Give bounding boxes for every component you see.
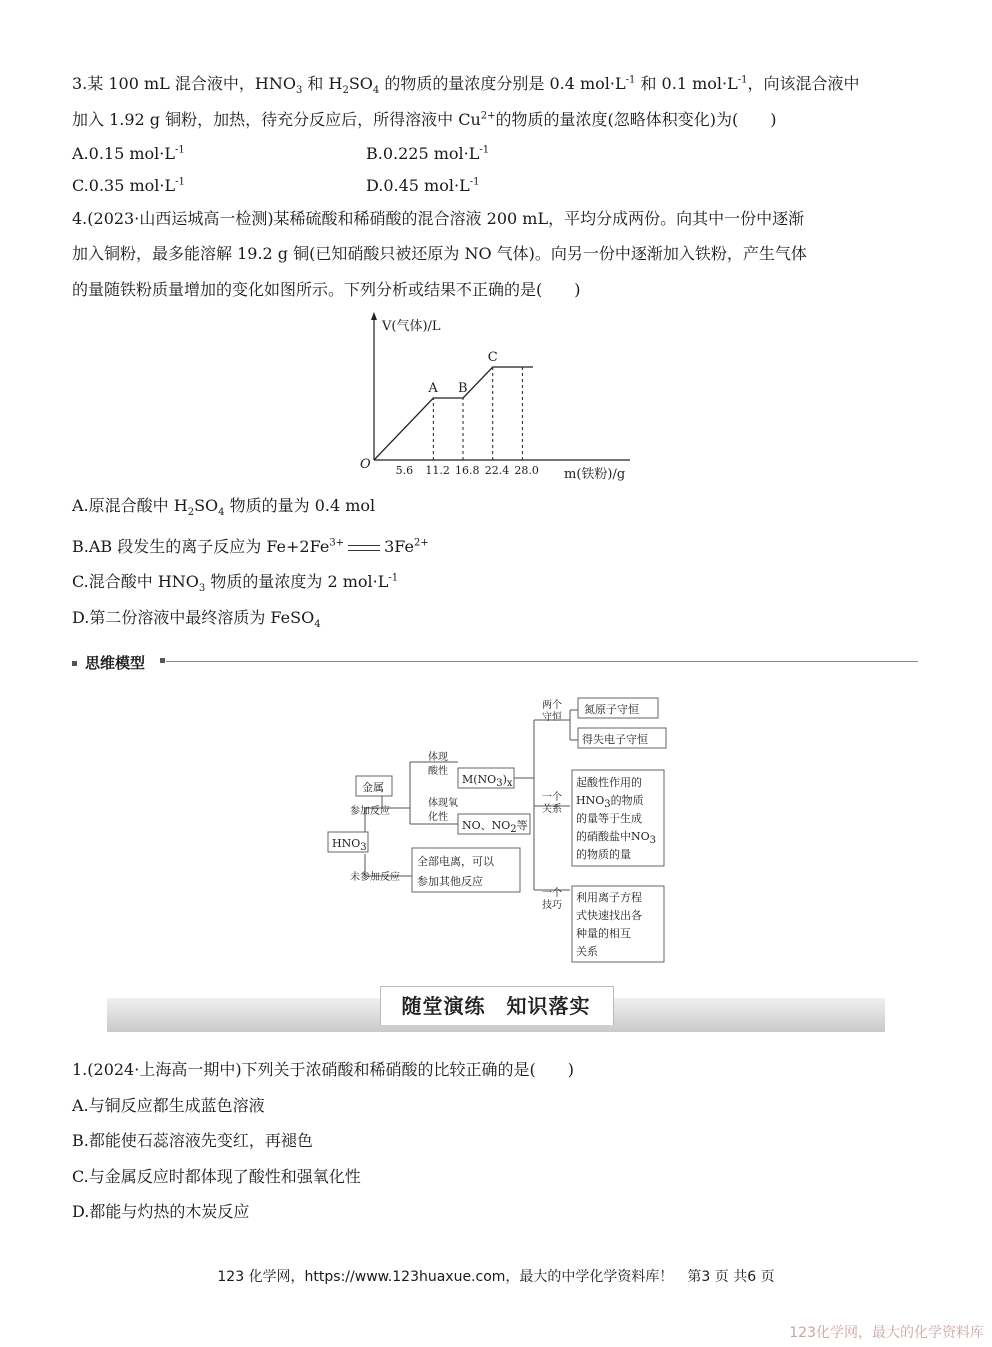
q4-stem-line2: 加入铜粉，最多能溶解 19.2 g 铜(已知硝酸只被还原为 NO 气体)。向另一份中逐渐加入铁粉，产生气体 — [72, 244, 807, 263]
mm-skill-1: 利用离子方程 — [576, 891, 642, 904]
mm-one-skill-1: 一个 — [542, 888, 562, 899]
mm-skill-2: 式快速找出各 — [576, 909, 642, 922]
q3-option-b: B.0.225 $mol\cdot L^{-1}$ — [366, 144, 490, 163]
point-label: C — [487, 350, 498, 365]
mm-one-skill-2: 技巧 — [542, 900, 562, 911]
mm-rel-4: 的硝酸盐中NO3 — [576, 830, 657, 846]
mm-not-participate: 未参加反应 — [350, 872, 400, 883]
mm-e-cons: 得失电子守恒 — [582, 733, 648, 746]
mm-two-cons-2: 守恒 — [542, 712, 562, 723]
reaction-equals — [348, 545, 380, 551]
x-tick-label: 16.8 — [455, 464, 480, 477]
q3-option-a: A.0.15 $mol\cdot L^{-1}$ — [72, 144, 185, 163]
y-axis-arrow — [371, 312, 377, 320]
point-label: B — [458, 381, 468, 396]
mm-reflect-acid-1: 体现 — [428, 752, 448, 763]
mm-rel-1: 起酸性作用的 — [576, 776, 642, 789]
q4-option-a: A.原混合酸中 $H_2SO_4$ 物质的量为 0.4 mol — [72, 496, 376, 519]
mm-mno3: M(NO3)x — [462, 773, 513, 789]
x-axis-label: m(铁粉)/g — [564, 467, 626, 482]
x-tick-label: 22.4 — [484, 464, 510, 477]
mm-rel-5: 的物质的量 — [576, 848, 631, 861]
p1-stem: 1.(2024·上海高一期中)下列关于浓硝酸和稀硝酸的比较正确的是( ) — [72, 1060, 575, 1079]
section-bullet-icon-2 — [160, 658, 165, 663]
mm-one-rel-1: 一个 — [542, 792, 562, 803]
fe-gas-chart — [350, 308, 650, 488]
mm-full-ion-2: 参加其他反应 — [417, 875, 483, 888]
q3-stem-line1: 3.某 100 mL 混合液中，$HNO_3$ 和 $H_2SO_4$ 的物质的量浓度分别是 0.4 $mol\cdot L^{-1}$ 和 0.1 $mol\cdot L^{-1}$，向该混合液中 — [72, 74, 860, 97]
x-tick-label: 5.6 — [395, 464, 414, 477]
mm-two-cons-1: 两个 — [542, 700, 562, 711]
mm-full-ion-1: 全部电离，可以 — [417, 855, 494, 868]
q4-option-b: B.AB 段发生的离子反应为 $Fe+2Fe^{3+}$ $3Fe^{2+}$ — [72, 537, 429, 556]
mm-no-no2: NO、NO2等 — [462, 819, 528, 835]
mm-one-rel-2: 关系 — [542, 804, 562, 815]
q4-stem-line3: 的量随铁粉质量增加的变化如图所示。下列分析或结果不正确的是( ) — [72, 280, 581, 299]
mm-skill-3: 种量的相互 — [576, 927, 631, 940]
p1-option-b: B.都能使石蕊溶液先变红，再褪色 — [72, 1131, 313, 1150]
q3-option-d: D.0.45 $mol\cdot L^{-1}$ — [366, 176, 480, 195]
page-footer: 123 化学网，https://www.123huaxue.com，最大的中学化学资料库！ 第3 页 共6 页 — [217, 1269, 775, 1285]
section-title: 思维模型 — [72, 652, 145, 673]
q4-option-c: C.混合酸中 $HNO_3$ 物质的量浓度为 2 $mol\cdot L^{-1}$ — [72, 572, 399, 595]
p1-option-c: C.与金属反应时都体现了酸性和强氧化性 — [72, 1167, 361, 1186]
y-axis-label: V(气体)/L — [382, 319, 441, 334]
series-line — [374, 367, 533, 460]
p1-option-a: A.与铜反应都生成蓝色溶液 — [72, 1096, 265, 1115]
mm-skill-4: 关系 — [576, 945, 598, 958]
mm-reflect-ox-2: 化性 — [428, 812, 448, 823]
mm-rel-3: 的量等于生成 — [576, 812, 642, 825]
point-label: A — [428, 381, 438, 396]
x-tick-label: 11.2 — [425, 464, 450, 477]
mm-hno3: HNO3 — [332, 837, 367, 853]
section-bullet-icon — [72, 661, 77, 666]
origin-label: O — [360, 457, 371, 472]
q4-stem-line1: 4.(2023·山西运城高一检测)某稀硫酸和稀硝酸的混合溶液 200 mL，平均分成两份。向其中一份中逐渐 — [72, 209, 805, 228]
x-tick-label: 28.0 — [514, 464, 539, 477]
mm-reflect-acid-2: 酸性 — [428, 766, 448, 777]
mm-participate: 参加反应 — [350, 806, 390, 817]
banner-title: 随堂演练 知识落实 — [401, 994, 591, 1018]
mm-rel-2: HNO3的物质 — [576, 794, 644, 810]
q3-option-c: C.0.35 $mol\cdot L^{-1}$ — [72, 176, 185, 195]
q4-option-d: D.第二份溶液中最终溶质为 FeSO$_4$ — [72, 608, 321, 631]
section-divider — [166, 661, 918, 662]
mm-reflect-ox-1: 体现氧 — [428, 798, 458, 809]
q3-stem-line2: 加入 1.92 g 铜粉，加热，待充分反应后，所得溶液中 $Cu^{2+}$的物质的量浓度(忽略体积变化)为( ) — [72, 110, 777, 129]
p1-option-d: D.都能与灼热的木炭反应 — [72, 1202, 250, 1221]
mind-map — [320, 690, 680, 970]
mm-metal: 金属 — [362, 781, 384, 794]
watermark: 123化学网，最大的化学资料库 — [789, 1325, 984, 1341]
mm-n-cons: 氮原子守恒 — [584, 703, 639, 716]
